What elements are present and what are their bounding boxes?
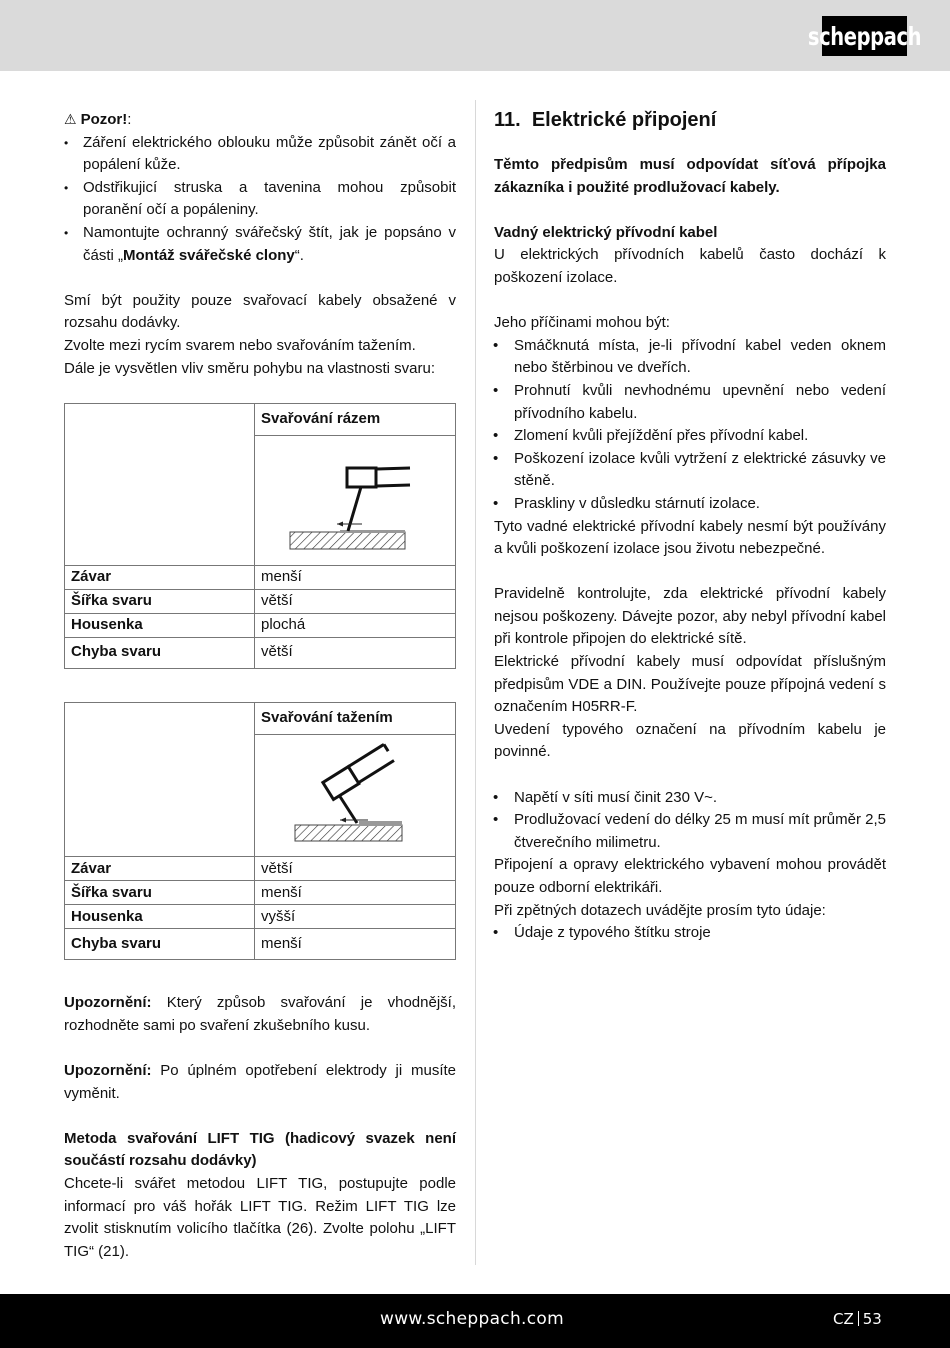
push-welding-table xyxy=(64,403,456,669)
cause-item: • Praskliny v důsledku stárnutí izolace. xyxy=(494,493,886,516)
standards-paragraph: Elektrické přívodní kabely musí odpovídat příslušným předpisům VDE a DIN. Používejte pouze přípojná vedení s označením H05RR-F. xyxy=(494,653,886,716)
row-value: větší xyxy=(255,637,456,668)
warning-item: • Odstřikujicí struska a tavenina mohou způsobit poranění očí a popáleniny. xyxy=(64,177,456,222)
check-paragraph: Pravidelně kontrolujte, zda elektrické přívodní kabely nejsou poškozeny. Dávejte pozor, aby nebyl přívodní kabel při kontrole připojen do elektrické sítě. xyxy=(494,585,886,648)
danger-paragraph: Tyto vadné elektrické přívodní kabely nesmí být používány a kvůli poškození izolace jsou životu nebezpečné. xyxy=(494,517,886,558)
push-welding-diagram xyxy=(255,436,456,566)
intro-paragraph: Těmto předpisům musí odpovídat síťová přípojka zákazníka i použité prodlužovací kabely. xyxy=(494,156,886,196)
table-empty-cell xyxy=(65,404,255,566)
page-number: 53 xyxy=(862,1310,882,1328)
electrode-holder xyxy=(323,766,359,799)
table-heading: Svařování rázem xyxy=(255,404,456,436)
causes-list xyxy=(494,335,886,516)
electrode xyxy=(339,795,357,823)
weld-bead xyxy=(340,530,405,533)
table-empty-cell xyxy=(65,702,255,857)
page-indicator xyxy=(833,1310,882,1328)
warning-item: • Záření elektrického oblouku může způsobit zánět očí a popálení kůže. xyxy=(64,132,456,177)
row-value: větší xyxy=(255,857,456,881)
drag-welding-diagram xyxy=(255,734,456,857)
note-electrode-replace: Upozornění: Po úplném opotřebení elektrody ji musíte vyměnit. xyxy=(64,1062,456,1102)
row-value: menší xyxy=(255,881,456,905)
warning-list xyxy=(64,132,456,268)
warning-triangle-icon: ⚠ xyxy=(64,111,77,127)
cause-item: • Smáčknutá místa, je-li přívodní kabel veden oknem nebo štěrbinou ve dveřích. xyxy=(494,335,886,380)
row-label: Šířka svaru xyxy=(65,589,255,613)
row-value: vyšší xyxy=(255,905,456,929)
drag-welding-table xyxy=(64,702,456,961)
cause-item: • Zlomení kvůli přejíždění přes přívodní kabel. xyxy=(494,425,886,448)
weld-bead xyxy=(359,821,402,826)
electrode-holder xyxy=(347,468,376,487)
row-value: větší xyxy=(255,589,456,613)
page-footer xyxy=(0,1294,950,1348)
scheppach-logo: scheppach xyxy=(822,16,907,56)
choose-method-paragraph: Zvolte mezi rycím svarem nebo svařováním tažením. xyxy=(64,336,416,354)
row-value: plochá xyxy=(255,613,456,637)
workpiece xyxy=(295,825,402,841)
warning-heading: ⚠ Pozor!: xyxy=(64,111,132,128)
workpiece xyxy=(290,532,405,549)
defective-cable-text: U elektrických přívodních kabelů často dochází k poškození izolace. xyxy=(494,246,886,286)
cause-item: • Poškození izolace kvůli vytržení z elektrické zásuvky ve stěně. xyxy=(494,448,886,493)
left-column xyxy=(64,108,456,1263)
query-item: • Údaje z typového štítku stroje xyxy=(494,922,886,945)
page-header xyxy=(0,0,950,71)
row-label: Chyba svaru xyxy=(65,637,255,668)
row-label: Závar xyxy=(65,857,255,881)
repair-paragraph: Připojení a opravy elektrického vybavení mohou provádět pouze odborní elektrikáři. xyxy=(494,856,886,896)
causes-intro: Jeho příčinami mohou být: xyxy=(494,314,670,332)
website-link[interactable]: www.scheppach.com xyxy=(380,1309,564,1329)
requirement-item: • Prodlužovací vedení do délky 25 m musí mít průměr 2,5 čtverečního milimetru. xyxy=(494,809,886,854)
queries-list xyxy=(494,922,886,945)
direction-influence-paragraph: Dále je vysvětlen vliv směru pohybu na vlastnosti svaru: xyxy=(64,359,436,377)
requirement-item: • Napětí v síti musí činit 230 V~. xyxy=(494,787,886,810)
marking-paragraph: Uvedení typového označení na přívodním kabelu je povinné. xyxy=(494,720,886,761)
separator xyxy=(858,1311,859,1326)
column-divider xyxy=(475,100,476,1265)
warning-item: • Namontujte ochranný svářečský štít, jak je popsáno v části „Montáž svářečské clony“. xyxy=(64,222,456,267)
cause-item: • Prohnutí kvůli nevhodnému upevnění nebo vedení přívodního kabelu. xyxy=(494,380,886,425)
row-value: menší xyxy=(255,929,456,960)
row-label: Šířka svaru xyxy=(65,881,255,905)
cables-paragraph: Smí být použity pouze svařovací kabely obsažené v rozsahu dodávky. xyxy=(64,291,456,332)
defective-cable-heading: Vadný elektrický přívodní kabel xyxy=(494,223,718,241)
table-heading: Svařování tažením xyxy=(255,702,456,734)
note-method-choice: Upozornění: Který způsob svařování je vhodnější, rozhodněte sami po svaření zkušebního kusu. xyxy=(64,994,456,1034)
requirements-list xyxy=(494,787,886,855)
row-label: Chyba svaru xyxy=(65,929,255,960)
lift-tig-text: Chcete-li svářet metodou LIFT TIG, postupujte podle informací pro váš hořák LIFT TIG. Režim LIFT TIG lze zvolit stisknutím volicího tlačítka (26). Zvolte polohu „LIFT TIG“ (21). xyxy=(64,1175,456,1260)
row-value: menší xyxy=(255,565,456,589)
lift-tig-heading: Metoda svařování LIFT TIG (hadicový svazek není součástí rozsahu dodávky) xyxy=(64,1129,456,1170)
row-label: Housenka xyxy=(65,905,255,929)
row-label: Housenka xyxy=(65,613,255,637)
language-code: CZ xyxy=(833,1310,854,1328)
row-label: Závar xyxy=(65,565,255,589)
right-column xyxy=(494,108,886,945)
queries-paragraph: Při zpětných dotazech uvádějte prosím tyto údaje: xyxy=(494,901,826,919)
section-title: 11. Elektrické připojení xyxy=(494,109,717,131)
